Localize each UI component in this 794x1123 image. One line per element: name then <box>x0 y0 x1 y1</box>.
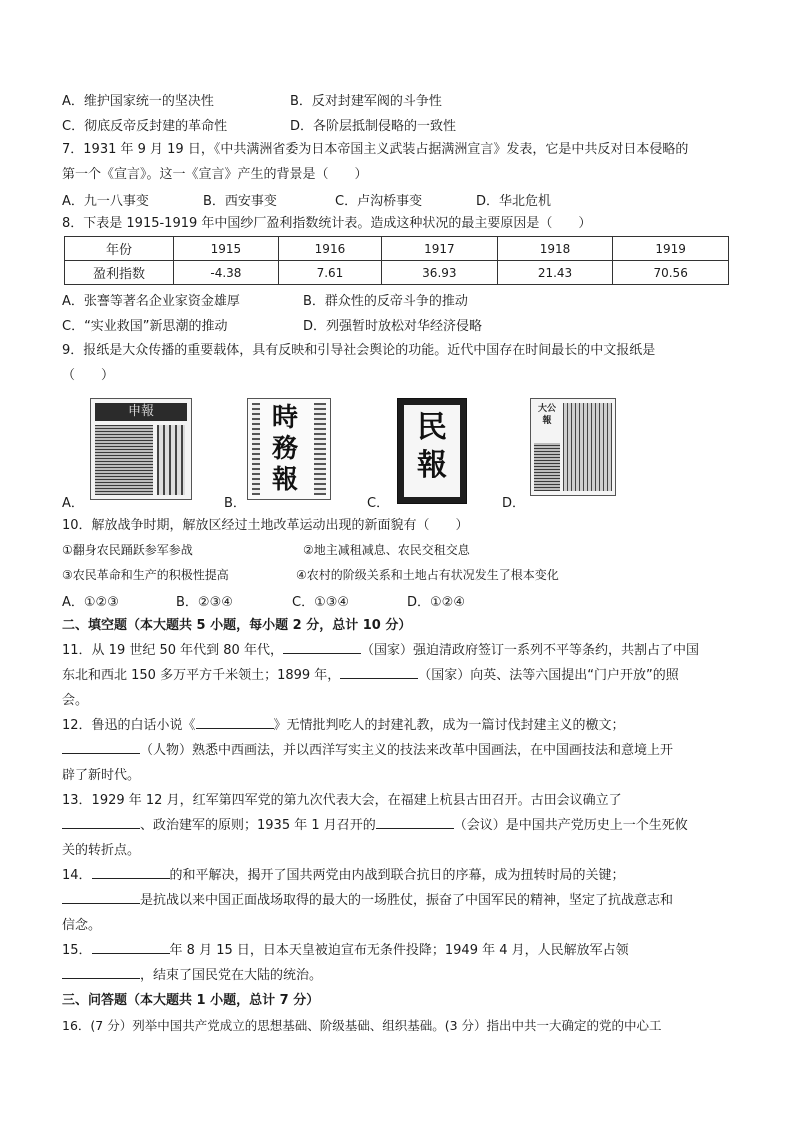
q13-line2 <box>62 816 754 836</box>
answer-blank[interactable] <box>196 716 274 729</box>
q14-text: 的和平解决，揭开了国共两党由内战到联合抗日的序幕，成为扭转时局的关键； <box>169 868 625 883</box>
answer-blank[interactable] <box>283 641 361 654</box>
q12-text: （人物）熟悉中西画法，并以西洋写实主义的技法来改革中国画法，在中国画技法和意境上开 <box>140 743 674 758</box>
q8-option-b: B．群众性的反帝斗争的推动 <box>303 294 468 309</box>
q6-option-c: C．彻底反帝反封建的革命性 <box>62 119 228 134</box>
q10-item-4: ④农村的阶级关系和土地占有状况发生了根本变化 <box>296 568 559 582</box>
table-row <box>65 261 729 285</box>
q8-option-d: D．列强暂时放松对华经济侵略 <box>303 319 483 334</box>
q12-text: 》无情批判吃人的封建礼教，成为一篇讨伐封建主义的檄文； <box>273 718 625 733</box>
q6-option-d: D．各阶层抵制侵略的一致性 <box>290 119 457 134</box>
table-header-year: 年份 <box>65 237 174 261</box>
q12-line1 <box>62 716 754 736</box>
table-cell: 1919 <box>613 237 729 261</box>
q11-line2 <box>62 666 754 686</box>
q11-text: 11．从 19 世纪 50 年代到 80 年代， <box>62 643 283 658</box>
q11-line1 <box>62 641 754 661</box>
q9-stem: 9．报纸是大众传播的重要载体，具有反映和引导社会舆论的功能。近代中国存在时间最长的中文报纸是 <box>62 343 656 358</box>
section3-title: 三、问答题（本大题共 1 小题，总计 7 分） <box>62 993 320 1008</box>
q6-option-a: A．维护国家统一的坚决性 <box>62 94 214 109</box>
table-cell: 1915 <box>174 237 279 261</box>
table-cell: 21.43 <box>497 261 613 285</box>
answer-blank[interactable] <box>340 666 418 679</box>
table-cell: 1916 <box>278 237 381 261</box>
q14-line3: 信念。 <box>62 918 102 933</box>
table-row <box>65 237 729 261</box>
q9-label-a: A． <box>62 496 84 511</box>
table-cell: -4.38 <box>174 261 279 285</box>
q13-line3: 关的转折点。 <box>62 843 141 858</box>
q16-line1: 16．(7 分）列举中国共产党成立的思想基础、阶级基础、组织基础。(3 分）指出中共一大确定的党的中心工 <box>62 1018 662 1033</box>
profit-index-table <box>64 236 729 285</box>
q14-text: 是抗战以来中国正面战场取得的最大的一场胜仗，振奋了中国军民的精神，坚定了抗战意志和 <box>140 893 674 908</box>
q12-text: 12．鲁迅的白话小说《 <box>62 718 196 733</box>
minbao-image <box>397 398 467 504</box>
table-header-profit: 盈利指数 <box>65 261 174 285</box>
q9-label-d: D． <box>502 496 526 511</box>
q10-option-a: A．①②③ <box>62 595 119 610</box>
answer-blank[interactable] <box>62 816 140 829</box>
q7-option-c: C．卢沟桥事变 <box>335 194 423 209</box>
q7-option-b: B．西安事变 <box>203 194 277 209</box>
q13-line1: 13．1929 年 12 月，红军第四军党的第九次代表大会，在福建上杭县古田召开。古田会议确立了 <box>62 793 622 808</box>
q11-text: （国家）强迫清政府签订一系列不平等条约，共割占了中国 <box>360 643 699 658</box>
q10-item-2: ②地主减租减息、农民交租交息 <box>303 543 470 557</box>
q11-text: （国家）向英、法等六国提出“门户开放”的照 <box>418 668 679 683</box>
q12-line2 <box>62 741 754 761</box>
answer-blank[interactable] <box>376 816 454 829</box>
q9-label-b: B． <box>224 496 246 511</box>
q10-option-c: C．①③④ <box>292 595 350 610</box>
q10-option-b: B．②③④ <box>176 595 233 610</box>
q7-option-d: D．华北危机 <box>476 194 552 209</box>
q9-paren: （ ） <box>62 368 115 383</box>
answer-blank[interactable] <box>62 741 140 754</box>
shenbao-masthead: 申報 <box>95 403 187 421</box>
answer-blank[interactable] <box>62 891 140 904</box>
q15-text: 年 8 月 15 日，日本天皇被迫宣布无条件投降；1949 年 4 月，人民解放军占领 <box>169 943 629 958</box>
shenbao-image <box>90 398 192 500</box>
q10-item-3: ③农民革命和生产的积极性提高 <box>62 568 229 582</box>
q12-line3: 辟了新时代。 <box>62 768 141 783</box>
table-cell: 1917 <box>382 237 498 261</box>
answer-blank[interactable] <box>92 941 170 954</box>
q14-text: 14． <box>62 868 92 883</box>
q8-option-a: A．张謇等著名企业家资金雄厚 <box>62 294 240 309</box>
table-cell: 36.93 <box>382 261 498 285</box>
q14-line1 <box>62 866 754 886</box>
q7-stem-line2: 第一个《宣言》。这一《宣言》产生的背景是（ ） <box>62 167 368 182</box>
shiwubao-title: 時務報 <box>271 403 298 495</box>
q7-option-a: A．九一八事变 <box>62 194 149 209</box>
table-cell: 1918 <box>497 237 613 261</box>
section2-title: 二、填空题（本大题共 5 小题，每小题 2 分，总计 10 分） <box>62 618 412 633</box>
q11-text: 东北和西北 150 多万平方千米领土；1899 年， <box>62 668 341 683</box>
dagongbao-title: 大公報 <box>537 404 556 426</box>
q9-label-c: C． <box>367 496 390 511</box>
q6-option-b: B．反对封建军阀的斗争性 <box>290 94 442 109</box>
q10-item-1: ①翻身农民踊跃参军参战 <box>62 543 193 557</box>
minbao-title: 民報 <box>417 410 447 483</box>
table-cell: 7.61 <box>278 261 381 285</box>
shiwubao-image <box>247 398 331 500</box>
q11-line3: 会。 <box>62 693 89 708</box>
answer-blank[interactable] <box>62 966 140 979</box>
answer-blank[interactable] <box>92 866 170 879</box>
dagongbao-image <box>530 398 616 496</box>
q13-text: 、政治建军的原则；1935 年 1 月召开的 <box>140 818 376 833</box>
q8-option-c: C．“实业救国”新思潮的推动 <box>62 319 228 334</box>
q8-stem: 8．下表是 1915-1919 年中国纱厂盈利指数统计表。造成这种状况的最主要原因是（ ） <box>62 216 592 231</box>
table-cell: 70.56 <box>613 261 729 285</box>
q15-text: ，结束了国民党在大陆的统治。 <box>140 968 323 983</box>
q13-text: （会议）是中国共产党历史上一个生死攸 <box>453 818 688 833</box>
q15-line1 <box>62 941 754 961</box>
q15-text: 15． <box>62 943 92 958</box>
q15-line2 <box>62 966 754 986</box>
q10-stem: 10．解放战争时期，解放区经过土地改革运动出现的新面貌有（ ） <box>62 518 469 533</box>
q10-option-d: D．①②④ <box>407 595 465 610</box>
q14-line2 <box>62 891 754 911</box>
q7-stem-line1: 7．1931 年 9 月 19 日，《中共满洲省委为日本帝国主义武装占据满洲宣言》发表，它是中共反对日本侵略的 <box>62 142 689 157</box>
